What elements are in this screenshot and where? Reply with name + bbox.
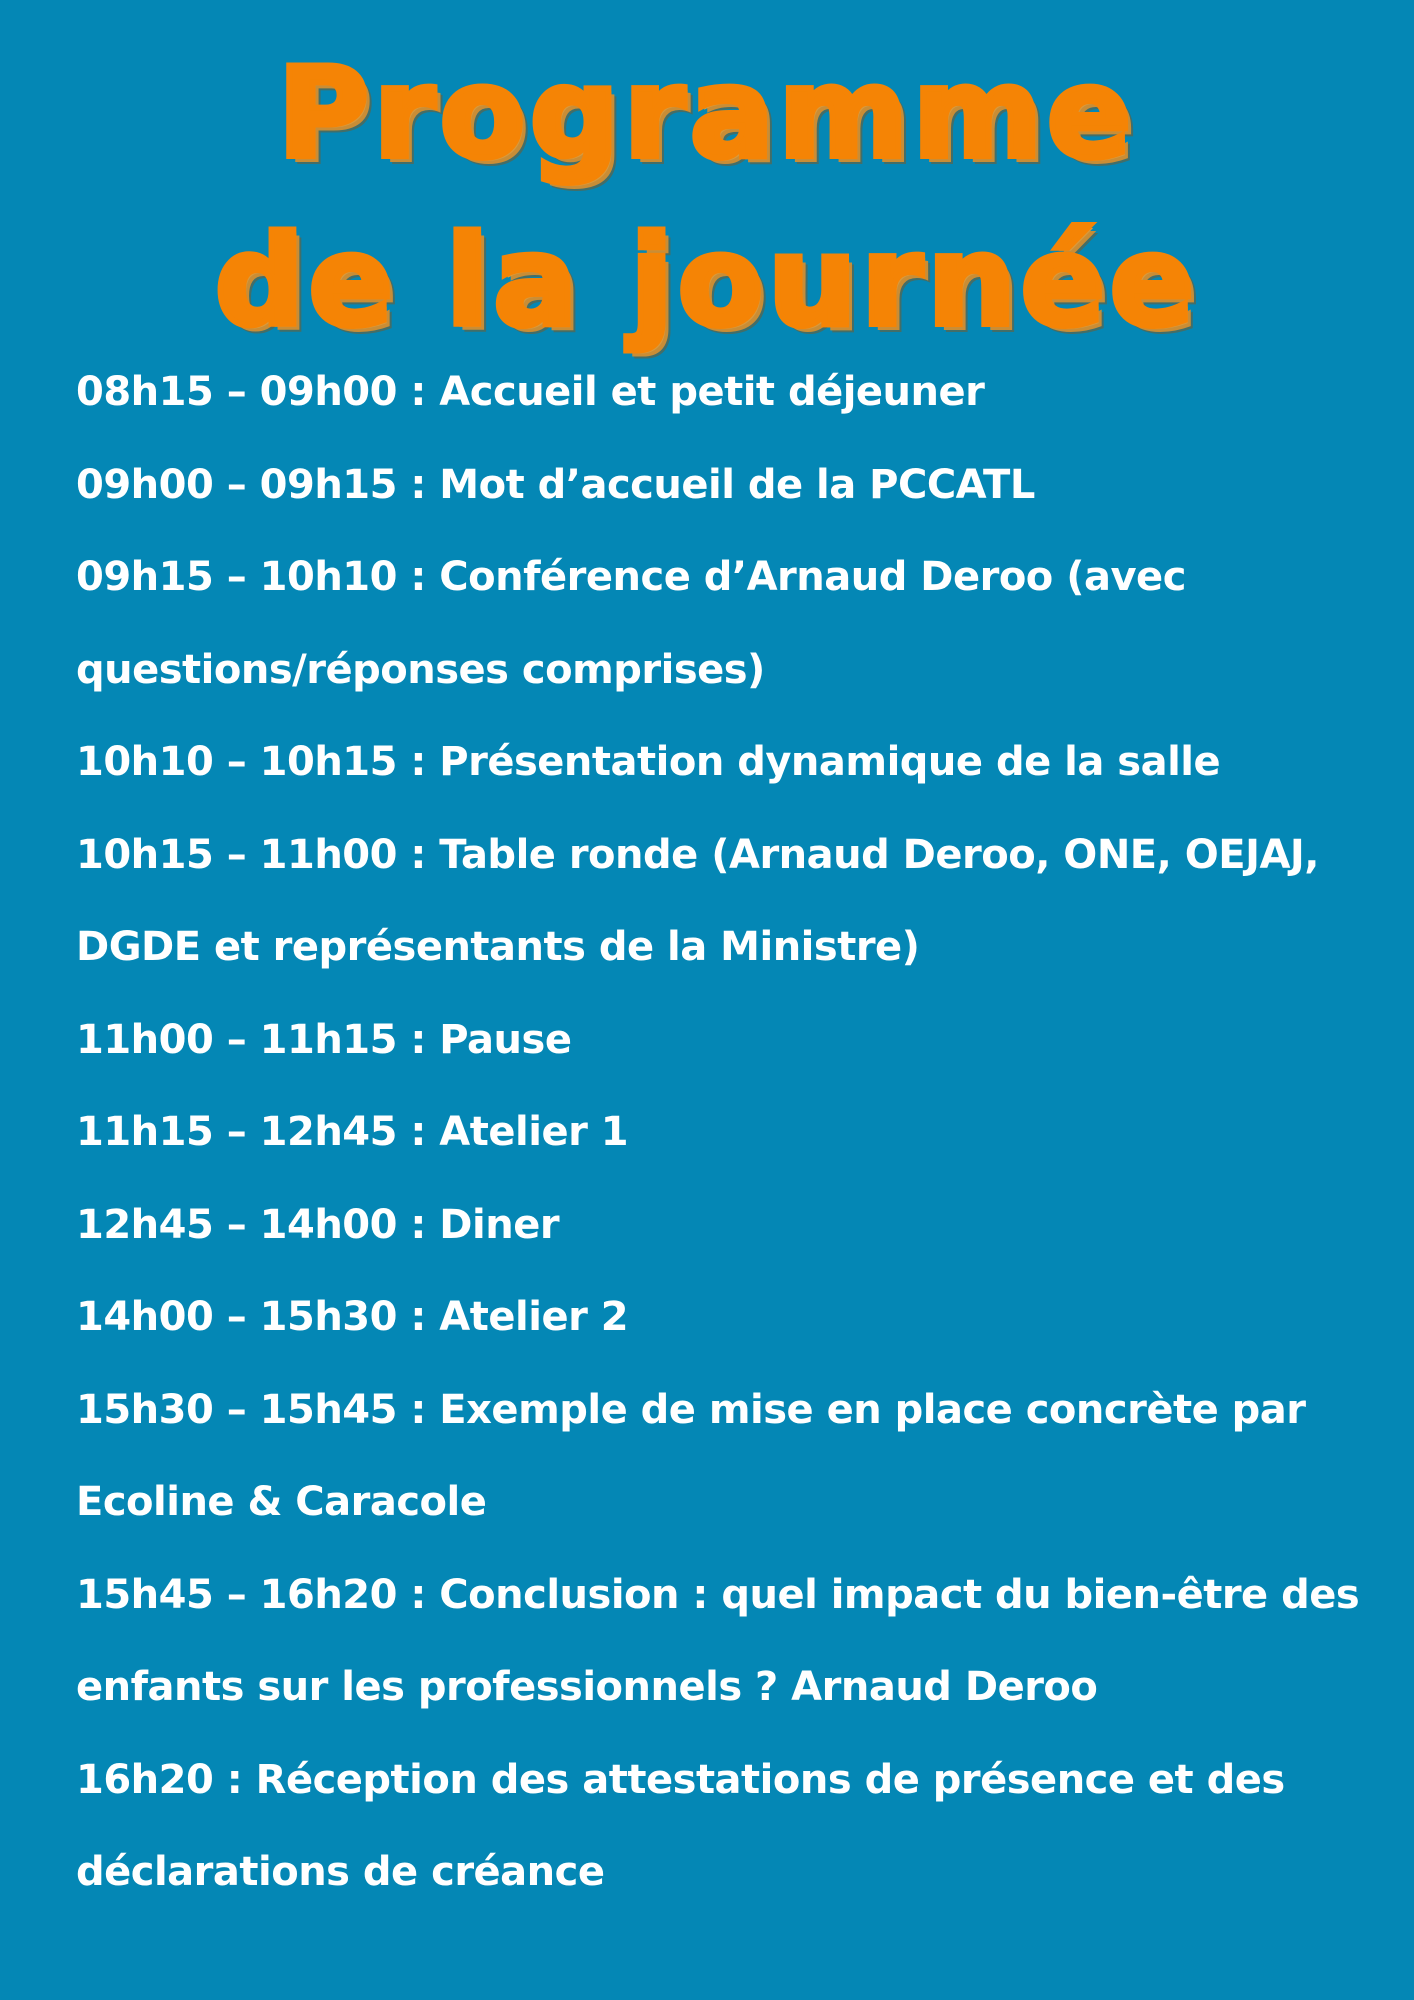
- title-line-2: de la journée: [215, 210, 1199, 354]
- schedule-item: 11h00 – 11h15 : Pause: [76, 1016, 572, 1063]
- schedule-item: 08h15 – 09h00 : Accueil et petit déjeuner: [76, 369, 985, 415]
- schedule-item: 09h00 – 09h15 : Mot d’accueil de la PCCATL: [76, 461, 1035, 508]
- schedule-item: 09h15 – 10h10 : Conférence d’Arnaud Deroo (avec questions/réponses comprises): [76, 554, 1186, 693]
- schedule-item: 11h15 – 12h45 : Atelier 1: [76, 1109, 629, 1155]
- title-line-1: Programme: [277, 42, 1137, 186]
- schedule-item: 15h45 – 16h20 : Conclusion : quel impact du bien-être des enfants sur les professionnels ? Arnaud Deroo: [76, 1571, 1360, 1710]
- schedule-list: [76, 346, 1366, 1919]
- schedule-item: 12h45 – 14h00 : Diner: [76, 1201, 560, 1248]
- schedule-item: 15h30 – 15h45 : Exemple de mise en place concrète par Ecoline & Caracole: [76, 1386, 1306, 1525]
- schedule-item: 14h00 – 15h30 : Atelier 2: [76, 1294, 629, 1340]
- schedule-item: 10h15 – 11h00 : Table ronde (Arnaud Deroo, ONE, OEJAJ, DGDE et représentants de la Ministre): [76, 831, 1319, 970]
- page-title: [0, 30, 1414, 366]
- schedule-item: 16h20 : Réception des attestations de présence et des déclarations de créance: [76, 1756, 1285, 1895]
- schedule-item: 10h10 – 10h15 : Présentation dynamique de la salle: [76, 739, 1221, 785]
